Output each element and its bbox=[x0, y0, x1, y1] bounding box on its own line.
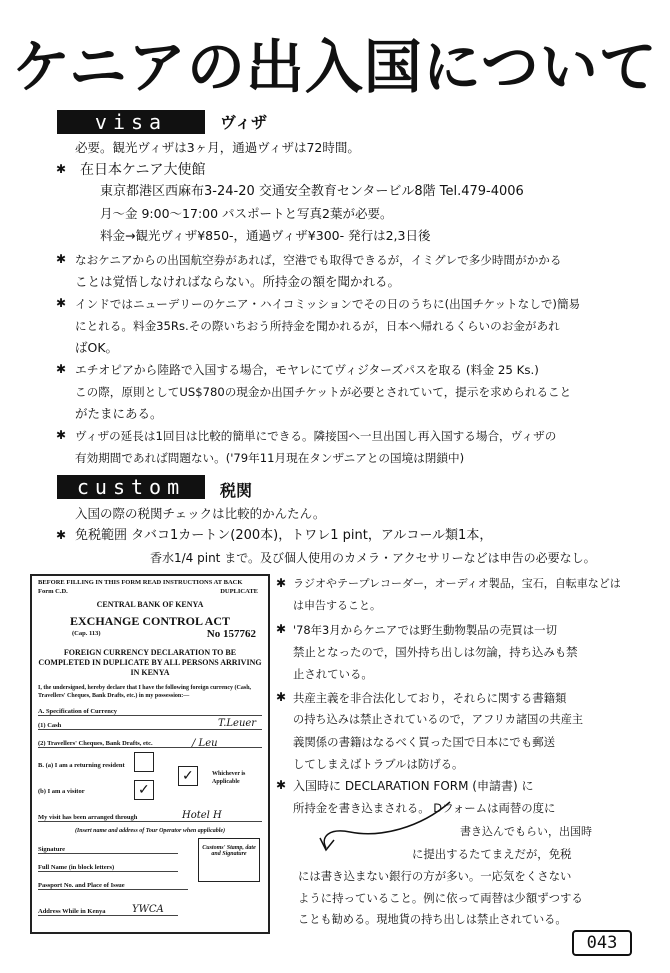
form-bank-name: CENTRAL BANK OF KENYA bbox=[96, 600, 204, 609]
custom-right-line-9: してしまえばトラブルは防げる。 bbox=[293, 757, 464, 771]
customs-stamp-box bbox=[198, 838, 260, 882]
custom-right-line-11: 所持金を書き込まされる。 Dフォームは両替の度に bbox=[293, 801, 556, 815]
custom-right-line-1: ラジオやテープレコーダー，オーディオ製品，宝石，自転車などは bbox=[293, 577, 621, 590]
form-tour-operator: (Insert name and address of Tour Operator when applicable) bbox=[74, 828, 226, 834]
form-undersigned: I, the undersigned, hereby declare that I have the following foreign currency (Cash, Travellers' Cheques, Bank Drafts, etc.) in my possession:— bbox=[38, 685, 252, 699]
visa-line-6: なおケニアからの出国航空券があれば，空港でも取得できるが，イミグレで多少時間がかかる bbox=[75, 253, 562, 267]
custom-right-line-15: ように持っていること。例に依って両替は少額ずつする bbox=[298, 891, 583, 905]
visa-line-14: ヴィザの延長は1回目は比較的簡単にできる。隣接国へ一旦出国し再入国する場合，ヴィザの bbox=[75, 429, 557, 443]
form-cash-handwriting: T.Leuer bbox=[218, 718, 257, 729]
custom-line-3: 香水1/4 pint まで。及び個人使用のカメラ・アクセサリーなどは申告の必要なし。 bbox=[150, 551, 596, 565]
form-duplicate: DUPLICATE bbox=[220, 588, 258, 595]
custom-right-line-6: 共産主義を非合法化しており，それらに関する書籍類 bbox=[293, 691, 567, 705]
visa-line-10: ばOK。 bbox=[75, 340, 119, 355]
form-tc-handwriting: / Leu bbox=[192, 738, 218, 749]
star-bullet-icon: ✱ bbox=[276, 778, 287, 792]
visa-line-12: この際，原則としてUS$780の現金か出国チケットが必要とされていて，提示を求められること bbox=[75, 385, 572, 399]
form-number: No 157762 bbox=[206, 628, 256, 640]
custom-right-line-2: は申告すること。 bbox=[293, 599, 381, 612]
form-code: Form C.D. bbox=[38, 588, 68, 595]
page-title: ケニアの出入国について bbox=[12, 33, 658, 101]
visa-line-1: 必要。観光ヴィザは3ヶ月，通過ヴィザは72時間。 bbox=[75, 140, 360, 155]
custom-right-line-16: ことも勧める。現地貨の持ち出しは禁止されている。 bbox=[298, 913, 567, 926]
visa-line-9: にとれる。料金35Rs.その際いちおう所持金を聞かれるが，日本へ帰れるくらいのお金があれ bbox=[75, 319, 560, 333]
form-whichever: Whichever is Applicable bbox=[212, 771, 246, 785]
form-header-instructions: BEFORE FILLING IN THIS FORM READ INSTRUCTIONS AT BACK bbox=[38, 579, 243, 586]
custom-right-line-14: には書き込まない銀行の方が多い。一応気をくさない bbox=[298, 869, 572, 883]
visa-line-13: がたまにある。 bbox=[75, 406, 163, 421]
visitor-checkbox: ✓ bbox=[134, 780, 154, 800]
form-agent-handwriting: Hotel H bbox=[182, 810, 222, 821]
form-returning-resident: B. (a) I am a returning resident bbox=[38, 762, 125, 769]
star-bullet-icon: ✱ bbox=[56, 162, 67, 176]
currency-declaration-form bbox=[30, 574, 270, 934]
bracket-checkbox: ✓ bbox=[178, 766, 198, 786]
custom-right-line-4: 禁止となったので，国外持ち出しは勿論，持ち込みも禁 bbox=[293, 645, 578, 659]
custom-right-line-13: に提出するたてまえだが，免税 bbox=[412, 847, 572, 861]
star-bullet-icon: ✱ bbox=[56, 528, 67, 542]
hand-arrow-icon bbox=[300, 798, 460, 858]
form-passport: Passport No. and Place of Issue bbox=[38, 882, 188, 890]
custom-line-2: 免税範囲 タバコ1カートン(200本)，トワレ1 pint，アルコール類1本， bbox=[75, 528, 493, 543]
star-bullet-icon: ✱ bbox=[276, 622, 287, 636]
custom-right-line-7: の持ち込みは禁止されているので，アフリカ諸国の共産主 bbox=[293, 713, 584, 726]
star-bullet-icon: ✱ bbox=[276, 690, 287, 704]
custom-right-line-12: 書き込んでもらい，出国時 bbox=[460, 825, 592, 838]
form-travellers-cheques: (2) Travellers' Cheques, Bank Drafts, etc. bbox=[38, 740, 262, 748]
custom-right-line-3: '78年3月からケニアでは野生動物製品の売買は一切 bbox=[293, 623, 557, 637]
star-bullet-icon: ✱ bbox=[56, 296, 67, 310]
form-visitor: (b) I am a visitor bbox=[38, 788, 85, 795]
visa-line-8: インドではニューデリーのケニア・ハイコミッションでその日のうちに(出国チケットなしで)簡易 bbox=[75, 297, 581, 311]
star-bullet-icon: ✱ bbox=[276, 576, 287, 590]
form-act-title: EXCHANGE CONTROL ACT bbox=[69, 614, 231, 628]
visa-line-5: 料金→観光ヴィザ¥850-，通過ヴィザ¥300- 発行は2,3日後 bbox=[100, 228, 431, 243]
custom-line-1: 入国の際の税関チェックは比較的かんたん。 bbox=[75, 506, 326, 521]
star-bullet-icon: ✱ bbox=[56, 362, 67, 376]
form-signature: Signature bbox=[38, 846, 178, 854]
visa-section-header: visa bbox=[57, 110, 205, 134]
custom-section-header: custom bbox=[57, 475, 205, 499]
star-bullet-icon: ✱ bbox=[56, 428, 67, 442]
star-bullet-icon: ✱ bbox=[56, 252, 67, 266]
form-cap: (Cap. 113) bbox=[72, 630, 101, 637]
form-full-name: Full Name (in block letters) bbox=[38, 864, 178, 872]
resident-checkbox bbox=[134, 752, 154, 772]
custom-right-line-5: 止されている。 bbox=[293, 667, 373, 681]
form-visit-arranged: My visit has been arranged through bbox=[38, 814, 262, 822]
custom-right-line-8: 義関係の書籍はなるべく買った国で日本にでも郵送 bbox=[293, 735, 555, 749]
custom-subtitle: 税関 bbox=[220, 481, 253, 500]
form-address-handwriting: YWCA bbox=[132, 904, 164, 915]
visa-line-15: 有効期間であれば問題ない。('79年11月現在タンザニアとの国境は閉鎖中) bbox=[75, 451, 465, 465]
visa-line-3: 東京都港区西麻布3-24-20 交通安全教育センタービル8階 Tel.479-4006 bbox=[100, 184, 524, 199]
visa-line-2: 在日本ケニア大使館 bbox=[80, 162, 206, 178]
page-number: 043 bbox=[572, 930, 632, 956]
visa-line-7: ことは覚悟しなければならない。所持金の額を聞かれる。 bbox=[75, 274, 401, 289]
custom-right-line-10: 入国時に DECLARATION FORM (申請書) に bbox=[293, 779, 534, 793]
form-declaration-title: FOREIGN CURRENCY DECLARATION TO BE COMPLETED IN DUPLICATE BY ALL PERSONS ARRIVING IN KENYA bbox=[38, 648, 262, 677]
form-cash: (1) Cash bbox=[38, 722, 262, 730]
form-spec: A. Specification of Currency bbox=[38, 708, 262, 716]
visa-subtitle: ヴィザ bbox=[220, 113, 268, 132]
visa-line-11: エチオピアから陸路で入国する場合，モヤレにてヴィジターズパスを取る (料金 25 Ks.) bbox=[75, 363, 539, 377]
form-address: Address While in Kenya bbox=[38, 908, 178, 916]
visa-line-4: 月～金 9:00～17:00 パスポートと写真2葉が必要。 bbox=[100, 206, 393, 221]
form-customs-stamp: Customs' Stamp, date and Signature bbox=[202, 845, 256, 857]
